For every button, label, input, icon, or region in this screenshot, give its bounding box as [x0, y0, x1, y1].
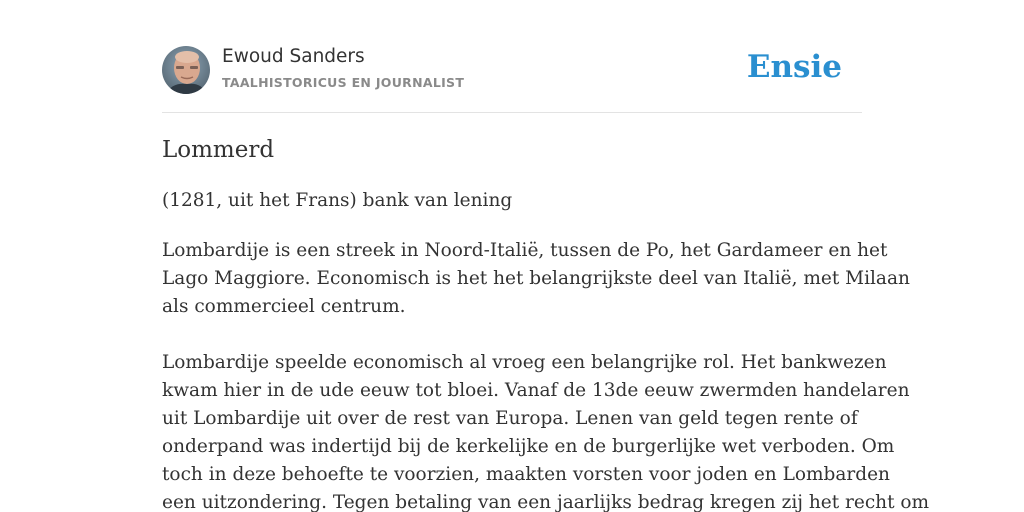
article-body	[162, 237, 930, 512]
author-name[interactable]: Ewoud Sanders	[222, 46, 365, 67]
text-line: als commercieel centrum.	[162, 296, 406, 317]
text-line: uit Lombardije uit over de rest van Europa. Lenen van geld tegen rente of	[162, 408, 858, 429]
author-avatar[interactable]	[162, 46, 210, 94]
article-title: Lommerd	[162, 137, 275, 163]
article-header	[162, 46, 862, 113]
text-line: Lombardije speelde economisch al vroeg een belangrijke rol. Het bankwezen	[162, 352, 887, 373]
paragraph-2	[162, 349, 930, 512]
text-line: toch in deze behoefte te voorzien, maakten vorsten voor joden en Lombarden	[162, 464, 890, 485]
text-line: een uitzondering. Tegen betaling van een jaarlijks bedrag kregen zij het recht om	[162, 492, 930, 512]
article-definition: (1281, uit het Frans) bank van lening	[162, 190, 513, 211]
paragraph-1	[162, 237, 910, 321]
author-role: TAALHISTORICUS EN JOURNALIST	[222, 75, 465, 90]
text-line: kwam hier in de ude eeuw tot bloei. Vanaf de 13de eeuw zwermden handelaren	[162, 380, 910, 401]
text-line: Lombardije is een streek in Noord-Italië, tussen de Po, het Gardameer en het	[162, 240, 888, 261]
text-line: onderpand was indertijd bij de kerkelijke en de burgerlijke wet verboden. Om	[162, 436, 895, 457]
text-line: Lago Maggiore. Economisch is het het belangrijkste deel van Italië, met Milaan	[162, 268, 910, 289]
ensie-logo[interactable]: Ensie	[746, 49, 842, 85]
